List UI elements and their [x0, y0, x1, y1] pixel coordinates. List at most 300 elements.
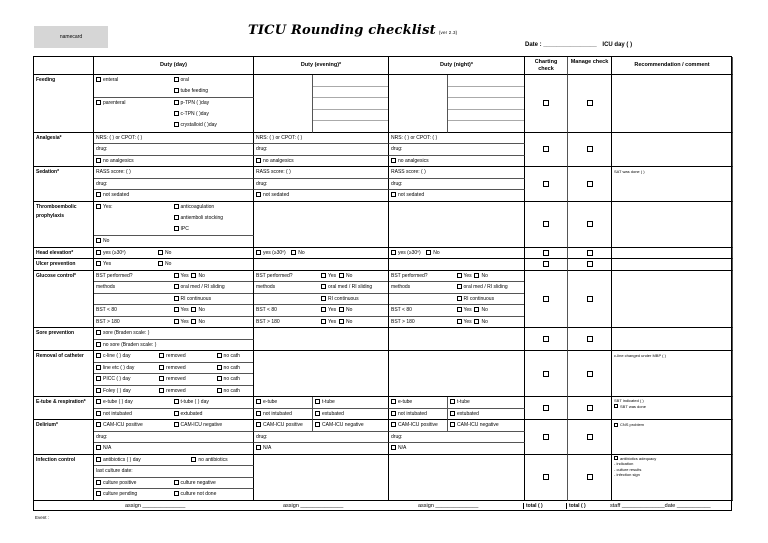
- checkbox-icon[interactable]: [174, 422, 179, 427]
- analgesia-evening-nrs[interactable]: NRS: ( ) or CPOT: ( ): [254, 133, 389, 145]
- sore-evening[interactable]: [254, 328, 389, 351]
- checkbox-icon[interactable]: [543, 181, 549, 187]
- checkbox-icon[interactable]: [543, 146, 549, 152]
- header-duty-evening: Duty (evening)*: [254, 57, 389, 75]
- removal-foley-nocath[interactable]: no cath: [217, 386, 251, 397]
- feeding-manager-cell[interactable]: [568, 75, 612, 133]
- checkbox-icon[interactable]: [587, 336, 593, 342]
- head-manager-cell[interactable]: [568, 248, 612, 260]
- delirium-manager-cell[interactable]: [568, 420, 612, 455]
- checkbox-icon[interactable]: [543, 434, 549, 440]
- sedation-day-rass[interactable]: RASS score: ( ): [94, 167, 254, 179]
- checkbox-icon[interactable]: [543, 371, 549, 377]
- event-field[interactable]: Event :: [35, 515, 50, 520]
- glucose-night-80[interactable]: Yes No: [457, 305, 523, 316]
- glucose-night-yes[interactable]: Yes No: [457, 271, 523, 282]
- checkbox-icon[interactable]: [159, 376, 164, 381]
- checkbox-icon[interactable]: [587, 261, 593, 267]
- checkbox-icon[interactable]: [96, 491, 101, 496]
- delirium-comment[interactable]: CNS problem: [612, 420, 733, 455]
- checkbox-icon[interactable]: [174, 411, 179, 416]
- ulcer-night[interactable]: [389, 259, 525, 271]
- thrombo-night[interactable]: [389, 202, 525, 248]
- glucose-day: BST performed? Yes No methods oral med / RI sliding RI continuous BST < 80 Yes No BST > 180 Yes No: [94, 271, 254, 329]
- checkbox-icon[interactable]: [174, 491, 179, 496]
- feeding-enteral[interactable]: enteral: [96, 75, 174, 86]
- sedation-day-drug[interactable]: drug:: [94, 179, 254, 191]
- checkbox-icon[interactable]: [391, 192, 396, 197]
- checkbox-icon[interactable]: [159, 388, 164, 393]
- removal-manager-cell[interactable]: [568, 351, 612, 397]
- checkbox-icon[interactable]: [256, 250, 261, 255]
- sedation-evening-rass[interactable]: RASS score: ( ): [254, 167, 389, 179]
- head-day-yes[interactable]: yes (≥30º): [96, 248, 158, 259]
- checkbox-icon[interactable]: [256, 192, 261, 197]
- sore-day-sore[interactable]: sore (Braden scale: ): [94, 328, 254, 340]
- analgesia-evening-none[interactable]: no analgesics: [254, 156, 389, 168]
- staff-date[interactable]: staff ______________date ___________: [610, 503, 711, 509]
- checkbox-icon[interactable]: [450, 411, 455, 416]
- infection-comment: [612, 455, 733, 501]
- feeding-ptpn[interactable]: p-TPN ( )day: [174, 98, 252, 109]
- analgesia-evening-drug[interactable]: drug:: [254, 144, 389, 156]
- sedation-night-none[interactable]: not sedated: [389, 190, 525, 202]
- checkbox-icon[interactable]: [174, 296, 179, 301]
- checkbox-icon[interactable]: [315, 411, 320, 416]
- checkbox-icon[interactable]: [587, 434, 593, 440]
- checkbox-icon[interactable]: [96, 158, 101, 163]
- checkbox-icon[interactable]: [321, 307, 326, 312]
- infection-no-antibiotics[interactable]: no antibiotics: [191, 455, 251, 466]
- checkbox-icon[interactable]: [543, 261, 549, 267]
- etube-evening-etube[interactable]: e-tube: [254, 397, 313, 409]
- checkbox-icon[interactable]: [96, 204, 101, 209]
- checkbox-icon[interactable]: [587, 405, 593, 411]
- analgesia-manager-cell[interactable]: [568, 133, 612, 168]
- checkbox-icon[interactable]: [174, 122, 179, 127]
- head-evening-yes[interactable]: yes (≥30º): [256, 250, 286, 256]
- sedation-manager-cell[interactable]: [568, 167, 612, 202]
- removal-picc-removed[interactable]: removed: [159, 374, 216, 385]
- feeding-day: [94, 75, 254, 98]
- removal-cline-removed[interactable]: removed: [159, 351, 216, 362]
- checkbox-icon[interactable]: [174, 480, 179, 485]
- head-day: [94, 248, 254, 260]
- etube-charting-cell[interactable]: [525, 397, 568, 420]
- head-evening: [254, 248, 389, 260]
- etube-day-extub[interactable]: extubated: [174, 409, 252, 420]
- feeding-comment[interactable]: [612, 75, 733, 133]
- namecard-label: namecard: [59, 34, 83, 40]
- thrombo-yes[interactable]: Yes:: [96, 202, 174, 213]
- infection-culture-notdone[interactable]: culture not done: [174, 489, 252, 500]
- delirium-charting-cell[interactable]: [525, 420, 568, 455]
- thrombo-ipc[interactable]: IPC: [174, 224, 252, 235]
- checkbox-icon[interactable]: [174, 100, 179, 105]
- checkbox-icon[interactable]: [174, 399, 179, 404]
- checkbox-icon[interactable]: [614, 456, 618, 460]
- feeding-night-a[interactable]: [389, 75, 448, 133]
- checkbox-icon[interactable]: [543, 250, 549, 256]
- checkbox-icon[interactable]: [174, 319, 179, 324]
- removal-cline-nocath[interactable]: no cath: [217, 351, 251, 362]
- removal-lineetc-removed[interactable]: removed: [159, 363, 216, 374]
- row-label-sore: Sore prevention: [34, 328, 94, 351]
- feeding-day-parenteral: [94, 98, 254, 133]
- checkbox-icon[interactable]: [96, 77, 101, 82]
- removal-night[interactable]: [389, 351, 525, 397]
- removal-foley[interactable]: Foley ( ) day: [96, 386, 159, 397]
- thrombo-anticoag[interactable]: anticoagulation: [174, 202, 252, 213]
- etube-night-ttube[interactable]: t-tube: [448, 397, 525, 409]
- glucose-evening-80[interactable]: Yes No: [321, 305, 386, 316]
- analgesia-charting-cell[interactable]: [525, 133, 568, 168]
- removal-picc-nocath[interactable]: no cath: [217, 374, 251, 385]
- infection-culture-neg[interactable]: culture negative: [174, 478, 252, 489]
- header-blank: [34, 57, 94, 75]
- checkbox-icon[interactable]: [587, 181, 593, 187]
- checkbox-icon[interactable]: [96, 411, 101, 416]
- antibiotics-adequacy[interactable]: antibiotics adequacy: [614, 456, 730, 462]
- thrombo-charting-cell[interactable]: [525, 202, 568, 248]
- glucose-charting-cell[interactable]: [525, 271, 568, 329]
- checkbox-icon[interactable]: [256, 411, 261, 416]
- etube-evening-ttube[interactable]: t-tube: [313, 397, 389, 409]
- sedation-night-rass[interactable]: RASS score: ( ): [389, 167, 525, 179]
- checkbox-icon[interactable]: [457, 296, 462, 301]
- assign-day[interactable]: assign ______________: [125, 503, 186, 509]
- glucose-day-180[interactable]: Yes No: [174, 317, 252, 328]
- delirium-evening-pos[interactable]: CAM-ICU positive: [254, 420, 313, 432]
- etube-evening-extub[interactable]: extubated: [313, 409, 389, 421]
- checkbox-icon[interactable]: [457, 284, 462, 289]
- checkbox-icon[interactable]: [96, 480, 101, 485]
- checkbox-icon[interactable]: [543, 474, 549, 480]
- sore-night[interactable]: [389, 328, 525, 351]
- removal-lineetc-nocath[interactable]: no cath: [217, 363, 251, 374]
- checkbox-icon[interactable]: [474, 307, 479, 312]
- checkbox-icon[interactable]: [256, 422, 261, 427]
- checkbox-icon[interactable]: [543, 296, 549, 302]
- delirium-evening-neg[interactable]: CAM-ICU negative: [313, 420, 389, 432]
- checkbox-icon[interactable]: [321, 296, 326, 301]
- checkbox-icon[interactable]: [587, 371, 593, 377]
- checkbox-icon[interactable]: [96, 376, 101, 381]
- thrombo-comment[interactable]: [612, 202, 733, 248]
- checkbox-icon[interactable]: [587, 296, 593, 302]
- checkbox-icon[interactable]: [315, 399, 320, 404]
- thrombo-stocking[interactable]: antiemboli stocking: [174, 213, 252, 224]
- sore-charting-cell[interactable]: [525, 328, 568, 351]
- feeding-charting-cell[interactable]: [525, 75, 568, 133]
- checkbox-icon[interactable]: [96, 100, 101, 105]
- sedation-charting-cell[interactable]: [525, 167, 568, 202]
- infection-culture-pending[interactable]: culture pending: [96, 489, 174, 500]
- checkbox-icon[interactable]: [174, 77, 179, 82]
- checkbox-icon[interactable]: [217, 365, 222, 370]
- assign-evening[interactable]: assign ______________: [283, 503, 344, 509]
- thrombo-evening[interactable]: [254, 202, 389, 248]
- sbt-done[interactable]: SBT was done: [614, 404, 730, 410]
- checkbox-icon[interactable]: [339, 319, 344, 324]
- glucose-comment[interactable]: [612, 271, 733, 329]
- checkbox-icon[interactable]: [96, 445, 101, 450]
- delirium-day-na[interactable]: N/A: [94, 443, 254, 455]
- total-charting[interactable]: total ( ): [523, 503, 543, 509]
- page-title: TICU Rounding checklist (ver 2.3): [248, 23, 458, 38]
- checkbox-icon[interactable]: [391, 411, 396, 416]
- checkbox-icon[interactable]: [159, 365, 164, 370]
- thrombo-day-no[interactable]: No: [94, 236, 254, 248]
- checkbox-icon[interactable]: [391, 158, 396, 163]
- ulcer-evening[interactable]: [254, 259, 389, 271]
- checkbox-icon[interactable]: [614, 404, 618, 408]
- delirium-night-na[interactable]: N/A: [389, 443, 525, 455]
- sedation-comment[interactable]: SAT was done ( ): [612, 167, 733, 202]
- checkbox-icon[interactable]: [256, 399, 261, 404]
- infection-night[interactable]: [389, 455, 525, 501]
- checkbox-icon[interactable]: [587, 221, 593, 227]
- removal-comment[interactable]: c-line changed under MBP ( ): [612, 351, 733, 397]
- feeding-night-b[interactable]: [448, 75, 525, 133]
- analgesia-day-nrs[interactable]: NRS: ( ) or CPOT: ( ): [94, 133, 254, 145]
- checkbox-icon[interactable]: [96, 250, 101, 255]
- infection-sign-line: - infection sign: [614, 472, 640, 477]
- checkbox-icon[interactable]: [339, 307, 344, 312]
- glucose-night-oralmed[interactable]: oral med / RI sliding: [457, 282, 523, 293]
- checkbox-icon[interactable]: [191, 319, 196, 324]
- feeding-parenteral[interactable]: parenteral: [96, 98, 174, 109]
- checkbox-icon[interactable]: [174, 273, 179, 278]
- date-icu-header: [525, 42, 636, 48]
- glucose-manager-cell[interactable]: [568, 271, 612, 329]
- glucose-evening: BST performed? Yes No methods oral med / RI sliding RI continuous BST < 80 Yes No BST > 180 Yes No: [254, 271, 389, 329]
- glucose-night-ri[interactable]: RI continuous: [457, 294, 523, 305]
- delirium-day-drug[interactable]: drug:: [94, 432, 254, 444]
- checkbox-icon[interactable]: [614, 423, 618, 427]
- header-manager: Manage check: [568, 57, 612, 75]
- delirium-day-neg[interactable]: CAM-ICU negative: [174, 420, 252, 431]
- delirium-night-drug[interactable]: drug:: [389, 432, 525, 444]
- removal-evening[interactable]: [254, 351, 389, 397]
- checkbox-icon[interactable]: [174, 307, 179, 312]
- checkbox-icon[interactable]: [96, 192, 101, 197]
- etube-night-extub[interactable]: extubated: [448, 409, 525, 421]
- head-night-no[interactable]: No: [426, 250, 439, 256]
- head-night-yes[interactable]: yes (≥30º): [391, 250, 421, 256]
- infection-culture-pos[interactable]: culture positive: [96, 478, 174, 489]
- infection-antibiotics[interactable]: antibiotics ( ) day: [96, 455, 191, 466]
- checkbox-icon[interactable]: [217, 388, 222, 393]
- infection-culture-pend: [94, 489, 254, 501]
- checkbox-icon[interactable]: [426, 250, 431, 255]
- checkbox-icon[interactable]: [457, 307, 462, 312]
- checkbox-icon[interactable]: [96, 261, 101, 266]
- checkbox-icon[interactable]: [543, 336, 549, 342]
- ulcer-no[interactable]: No: [158, 259, 251, 270]
- head-night: [389, 248, 525, 260]
- head-comment[interactable]: [612, 248, 733, 260]
- glucose-evening-180[interactable]: Yes No: [321, 317, 386, 328]
- checkbox-icon[interactable]: [174, 215, 179, 220]
- head-evening-no[interactable]: No: [291, 250, 304, 256]
- infection-charting-cell[interactable]: [525, 455, 568, 501]
- analgesia-day-none[interactable]: no analgesics: [94, 156, 254, 168]
- sedation-day-none[interactable]: not sedated: [94, 190, 254, 202]
- infection-manager-cell[interactable]: [568, 455, 612, 501]
- head-day-no[interactable]: No: [158, 248, 251, 259]
- sore-comment[interactable]: [612, 328, 733, 351]
- etube-manager-cell[interactable]: [568, 397, 612, 420]
- checkbox-icon[interactable]: [174, 111, 179, 116]
- delirium-day-cam: [94, 420, 254, 432]
- row-label-feeding: Feeding: [34, 75, 94, 133]
- row-label-thrombo: Thromboembolic prophylaxis: [34, 202, 94, 248]
- glucose-evening-oralmed[interactable]: oral med / RI sliding: [321, 282, 386, 293]
- sbt-indicated[interactable]: SBT indicated ( ): [614, 398, 644, 403]
- glucose-evening-yes[interactable]: Yes No: [321, 271, 386, 282]
- checkbox-icon[interactable]: [321, 319, 326, 324]
- checkbox-icon[interactable]: [256, 445, 261, 450]
- infection-day-antib: [94, 455, 254, 467]
- checkbox-icon[interactable]: [158, 261, 163, 266]
- ulcer-charting-cell[interactable]: [525, 259, 568, 271]
- checkbox-icon[interactable]: [391, 399, 396, 404]
- analgesia-comment[interactable]: [612, 133, 733, 168]
- checkbox-icon[interactable]: [587, 474, 593, 480]
- removal-cline[interactable]: c-line ( ) day: [96, 351, 159, 362]
- removal-foley-removed[interactable]: removed: [159, 386, 216, 397]
- checkbox-icon[interactable]: [457, 319, 462, 324]
- sore-manager-cell[interactable]: [568, 328, 612, 351]
- glucose-night-180[interactable]: Yes No: [457, 317, 523, 328]
- checkbox-icon[interactable]: [191, 273, 196, 278]
- analgesia-day-drug[interactable]: drug:: [94, 144, 254, 156]
- checkbox-icon[interactable]: [474, 273, 479, 278]
- delirium-evening-na[interactable]: N/A: [254, 443, 389, 455]
- checkbox-icon[interactable]: [315, 422, 320, 427]
- feeding-tube[interactable]: tube feeding: [174, 86, 252, 97]
- etube-day-ttube[interactable]: t-tube ( ) day: [174, 397, 252, 408]
- checkbox-icon[interactable]: [191, 307, 196, 312]
- namecard-box: [34, 26, 108, 48]
- checkbox-icon[interactable]: [191, 457, 196, 462]
- etube-day-status: [94, 409, 254, 421]
- checkbox-icon[interactable]: [391, 445, 396, 450]
- glucose-day-oralmed[interactable]: oral med / RI sliding: [174, 282, 252, 293]
- etube-day-notint[interactable]: not intubated: [96, 409, 174, 420]
- analgesia-night-nrs[interactable]: NRS: ( ) or CPOT: ( ): [389, 133, 525, 145]
- infection-last-culture[interactable]: last culture date:: [94, 466, 254, 478]
- checkbox-icon[interactable]: [174, 88, 179, 93]
- checkbox-icon[interactable]: [474, 319, 479, 324]
- checkbox-icon[interactable]: [96, 238, 101, 243]
- checkbox-icon[interactable]: [391, 422, 396, 427]
- delirium-day-pos[interactable]: CAM-ICU positive: [96, 420, 174, 431]
- delirium-evening-drug[interactable]: drug:: [254, 432, 389, 444]
- ulcer-yes[interactable]: Yes: [96, 259, 158, 270]
- glucose-day-ri[interactable]: RI continuous: [174, 294, 252, 305]
- checkbox-icon[interactable]: [587, 146, 593, 152]
- checkbox-icon[interactable]: [174, 284, 179, 289]
- head-charting-cell[interactable]: [525, 248, 568, 260]
- checkbox-icon[interactable]: [174, 226, 179, 231]
- checkbox-icon[interactable]: [96, 422, 101, 427]
- checkbox-icon[interactable]: [321, 284, 326, 289]
- checkbox-icon[interactable]: [158, 250, 163, 255]
- checkbox-icon[interactable]: [217, 376, 222, 381]
- feeding-evening-b[interactable]: [313, 75, 389, 133]
- checkbox-icon[interactable]: [587, 100, 593, 106]
- thrombo-manager-cell[interactable]: [568, 202, 612, 248]
- analgesia-night-none[interactable]: no analgesics: [389, 156, 525, 168]
- ulcer-comment[interactable]: [612, 259, 733, 271]
- checkbox-icon[interactable]: [543, 405, 549, 411]
- infection-evening[interactable]: [254, 455, 389, 501]
- feeding-oral[interactable]: oral: [174, 75, 252, 86]
- checkbox-icon[interactable]: [291, 250, 296, 255]
- checkbox-icon[interactable]: [543, 100, 549, 106]
- row-label-removal: Removal of catheter: [34, 351, 94, 397]
- removal-picc[interactable]: PICC ( ) day: [96, 374, 159, 385]
- checkbox-icon[interactable]: [96, 399, 101, 404]
- sedation-evening-drug[interactable]: drug:: [254, 179, 389, 191]
- analgesia-night-drug[interactable]: drug:: [389, 144, 525, 156]
- checkbox-icon[interactable]: [174, 204, 179, 209]
- etube-day-etube[interactable]: e-tube ( ) day: [96, 397, 174, 408]
- checkbox-icon[interactable]: [96, 330, 101, 335]
- icu-day-field[interactable]: ICU day ( ): [602, 42, 633, 48]
- date-field[interactable]: Date : ________________: [525, 42, 597, 48]
- checkbox-icon[interactable]: [96, 388, 101, 393]
- glucose-day-80[interactable]: Yes No: [174, 305, 252, 316]
- checkbox-icon[interactable]: [159, 353, 164, 358]
- ulcer-manager-cell[interactable]: [568, 259, 612, 271]
- glucose-evening-ri[interactable]: RI continuous: [321, 294, 386, 305]
- glucose-day-yes[interactable]: Yes No: [174, 271, 252, 282]
- etube-night-notint[interactable]: not intubated: [389, 409, 448, 421]
- sore-day-nosore[interactable]: no sore (Braden scale: ): [94, 340, 254, 352]
- checkbox-icon[interactable]: [96, 457, 101, 462]
- etube-night-etube[interactable]: e-tube: [389, 397, 448, 409]
- checkbox-icon[interactable]: [450, 399, 455, 404]
- sedation-evening-none[interactable]: not sedated: [254, 190, 389, 202]
- checkbox-icon[interactable]: [96, 342, 101, 347]
- delirium-night-neg[interactable]: CAM-ICU negative: [448, 420, 525, 432]
- feeding-crystalloid[interactable]: crystalloid ( )day: [174, 120, 252, 131]
- checkbox-icon[interactable]: [321, 273, 326, 278]
- removal-charting-cell[interactable]: [525, 351, 568, 397]
- checkbox-icon[interactable]: [96, 365, 101, 370]
- checkbox-icon[interactable]: [256, 158, 261, 163]
- checkbox-icon[interactable]: [96, 353, 101, 358]
- checkbox-icon[interactable]: [450, 422, 455, 427]
- delirium-night-pos[interactable]: CAM-ICU positive: [389, 420, 448, 432]
- total-manager[interactable]: total ( ): [566, 503, 586, 509]
- checkbox-icon[interactable]: [543, 221, 549, 227]
- feeding-evening-a[interactable]: [254, 75, 313, 133]
- checkbox-icon[interactable]: [587, 250, 593, 256]
- etube-evening-notint[interactable]: not intubated: [254, 409, 313, 421]
- sedation-night-drug[interactable]: drug:: [389, 179, 525, 191]
- checkbox-icon[interactable]: [339, 273, 344, 278]
- removal-lineetc[interactable]: line etc ( ) day: [96, 363, 159, 374]
- checkbox-icon[interactable]: [217, 353, 222, 358]
- feeding-ctpn[interactable]: c-TPN ( )day: [174, 109, 252, 120]
- assign-night[interactable]: assign ______________: [418, 503, 479, 509]
- checkbox-icon[interactable]: [457, 273, 462, 278]
- checkbox-icon[interactable]: [391, 250, 396, 255]
